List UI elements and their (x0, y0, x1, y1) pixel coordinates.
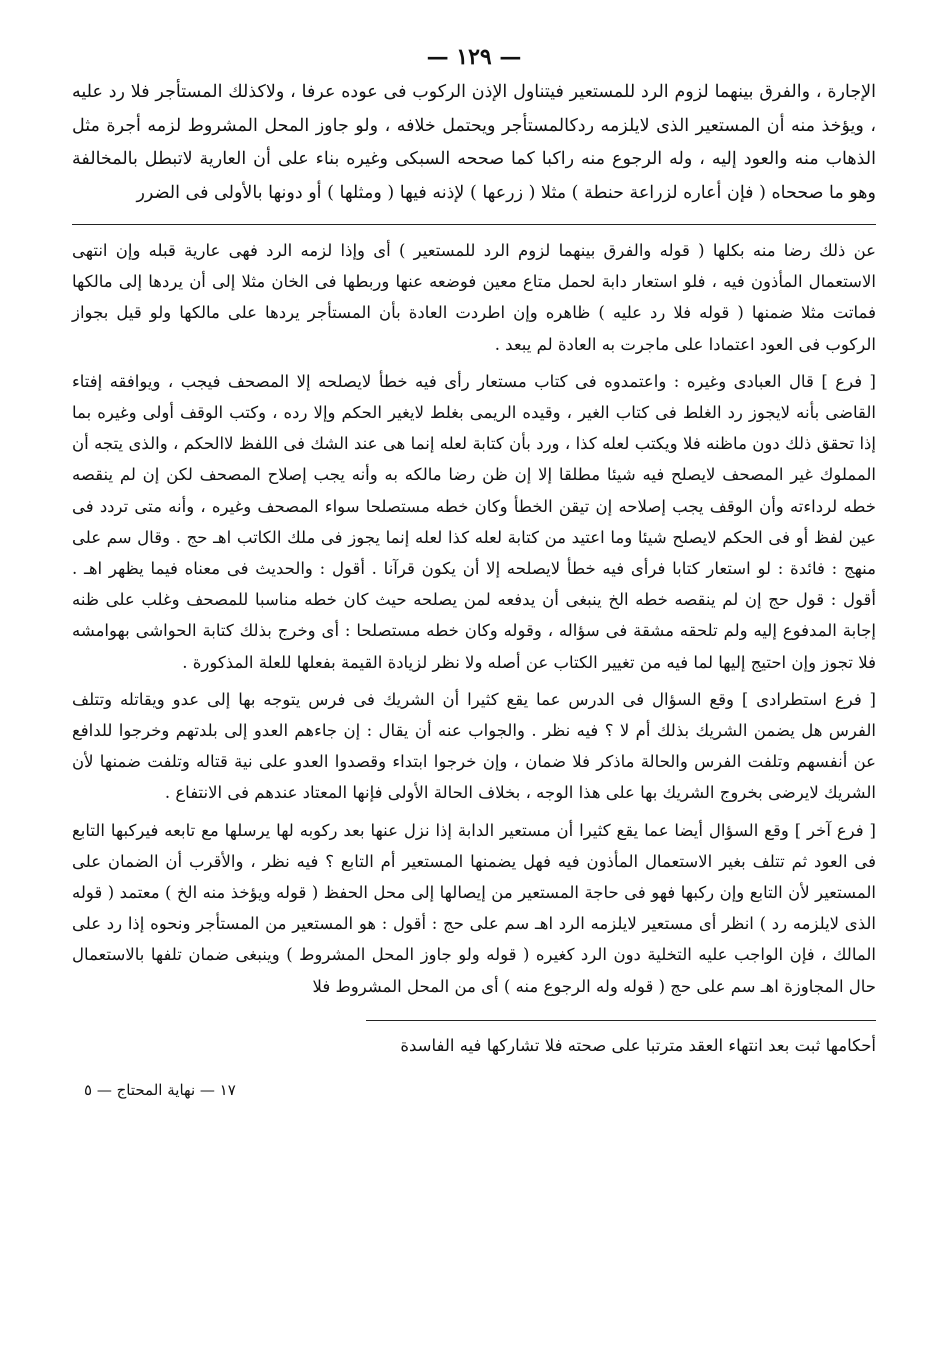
footnote-rule (366, 1020, 876, 1021)
commentary (72, 235, 876, 1002)
commentary-intro: عن ذلك رضا منه بكلها ( قوله والفرق بينهما لزوم الرد للمستعير ) أى وإذا لزمه الرد فهى عارية قبله وإن انتهى الاستعمال المأذون فيه ، فلو استعار دابة لحمل متاع معين فوضعه عنها وربطها فى الخان مثلا إلى أن يردها إلى مالكها فماتت مثلا ضمنها ( قوله فلا رد عليه ) ظاهره وإن اطردت العادة بأن المستأجر يردها على مالكها ولو قيل بجواز الركوب فى العود اعتمادا على ماجرت به العادة لم يبعد . (72, 241, 876, 354)
commentary-paragraph-far3-akhar: [ فرع آخر ] وقع السؤال أيضا عما يقع كثيرا أن مستعير الدابة إذا نزل عنها بعد ركوبه لها يرسلها مع تابعه فيركبها التابع فى العود ثم تتلف بغير الاستعمال المأذون فيه فهل يضمنها المستعير أم التابع ؟ فيه نظر ، والأقرب أن الضمان على المستعير لأن التابع وإن ركبها فهو فى حاجة المستعير من إيصالها إلى محل الحفظ ( قوله ويؤخذ منه الخ ) معتمد ( قوله الذى لايلزمه رد ) انظر أى مستعير لايلزمه الرد اهـ سم على حج : أقول : هو المستعير من المستأجر ونحوه إذا رد على المالك ، فإن الواجب عليه التخلية دون الرد كغيره ( قوله ولو جاوز المحل المشروط ) وينبغى ضمان تلفها بالاستعمال حال المجاوزة اهـ سم على حج ( قوله وله الرجوع منه ) أى من المحل المشروط فلا (72, 820, 876, 996)
page-number: — ١٢٩ — (426, 44, 522, 70)
signature-line: ١٧ — نهاية المحتاج — ٥ (84, 1080, 236, 1099)
main-text: الإجارة ، والفرق بينهما لزوم الرد للمستعير فيتناول الإذن الركوب فى عوده عرفا ، ولاكذلك المستأجر فلا رد عليه ، ويؤخذ منه أن المستعير الذى لايلزمه ردكالمستأجر ويحتمل خلافه ، ولو جاوز المحل المشروط لزمه أجرة مثل الذهاب منه والعود إليه ، وله الرجوع منه راكبا كما صححه السبكى وغيره بناء على أن العارية لاتبطل بالمخالفة وهو ما صححاه ( فإن أعاره لزراعة حنطة ) مثلا ( زرعها ) لإذنه فيها ( ومثلها ) أو دونها بالأولى فى الضرر (72, 82, 876, 203)
commentary-paragraph-far3: [ فرع ] قال العبادى وغيره : واعتمدوه فى كتاب مستعار رأى فيه خطأ لايصلحه إلا المصحف فيجب ، ويوافقه إفتاء القاضى بأنه لايجوز رد الغلط فى كتاب الغير ، وقيده الريمى بغلط لايغير الحكم وإلا رده ، وكتب الوقف أولى وغيره بما إذا تحقق ذلك دون ماظنه فلا ويكتب لعله كذا ، ورد بأن كتابة لعله إنما هى عند الشك فى اللفظ لاالحكم ، والذى يتجه أن المملوك غير المصحف لايصلح فيه شيئا مطلقا إلا إن ظن رضا مالكه به وأنه يجب إصلاح المصحف لكن إن لم ينقصه خطه لرداءته وأن الوقف يجب إصلاحه إن تيقن الخطأ وكان خطه مستصلحا سواء المصحف وغيره ، وأنه متى تردد فى عين لفظ أو فى الحكم لايصلح شيئا وما اعتيد من كتابة لعله كذا لعله إنما يجوز فى ملك الكاتب اهـ حج . وقال سم على منهج : فائدة : لو استعار كتابا فرأى فيه خطأ لايصلحه إلا أن يكون قرآنا . أقول : والحديث فى معناه فيما يظهر اهـ . أقول : قول حج إن لم ينقصه خطه الخ ينبغى أن يدفعه لمن يصلحه حيث كان خطه مناسبا للمصحف وغلب على ظنه إجابة المدفوع إليه ولم تلحقه مشقة فى سؤاله ، وقوله وكان خطه مستصلحا : أى وخرج بذلك كتابة الحواشى بهوامشه فلا تجوز وإن احتيج إليها لما فيه من تغيير الكتاب عن أصله ولا نظر لزيادة القيمة بفعلها للعلة المذكورة . (72, 371, 876, 672)
divider-rule (72, 224, 876, 225)
footnote: أحكامها ثبت بعد انتهاء العقد مترتبا على صحته فلا تشاركها فيه الفاسدة (400, 1035, 876, 1055)
commentary-paragraph-far3-istitradi: [ فرع استطرادى ] وقع السؤال فى الدرس عما يقع كثيرا أن الشريك فى فرس يتوجه بها إلى عدو ويقاتله وتتلف الفرس هل يضمن الشريك بذلك أم لا ؟ فيه نظر . والجواب عنه أن يقال : إن جاءهم العدو إلى بلدتهم وخرجوا للدافع عن أنفسهم وتلفت الفرس والحالة ماذكر فلا ضمان ، وإن خرجوا ابتداء وقصدوا العدو على نية قتاله وتلفت ضمنها لأن الشريك لايرضى بخروج الشريك بها على هذا الوجه ، بخلاف الحالة الأولى فإنها المعتاد عندهم فى الانتفاع . (72, 689, 876, 803)
